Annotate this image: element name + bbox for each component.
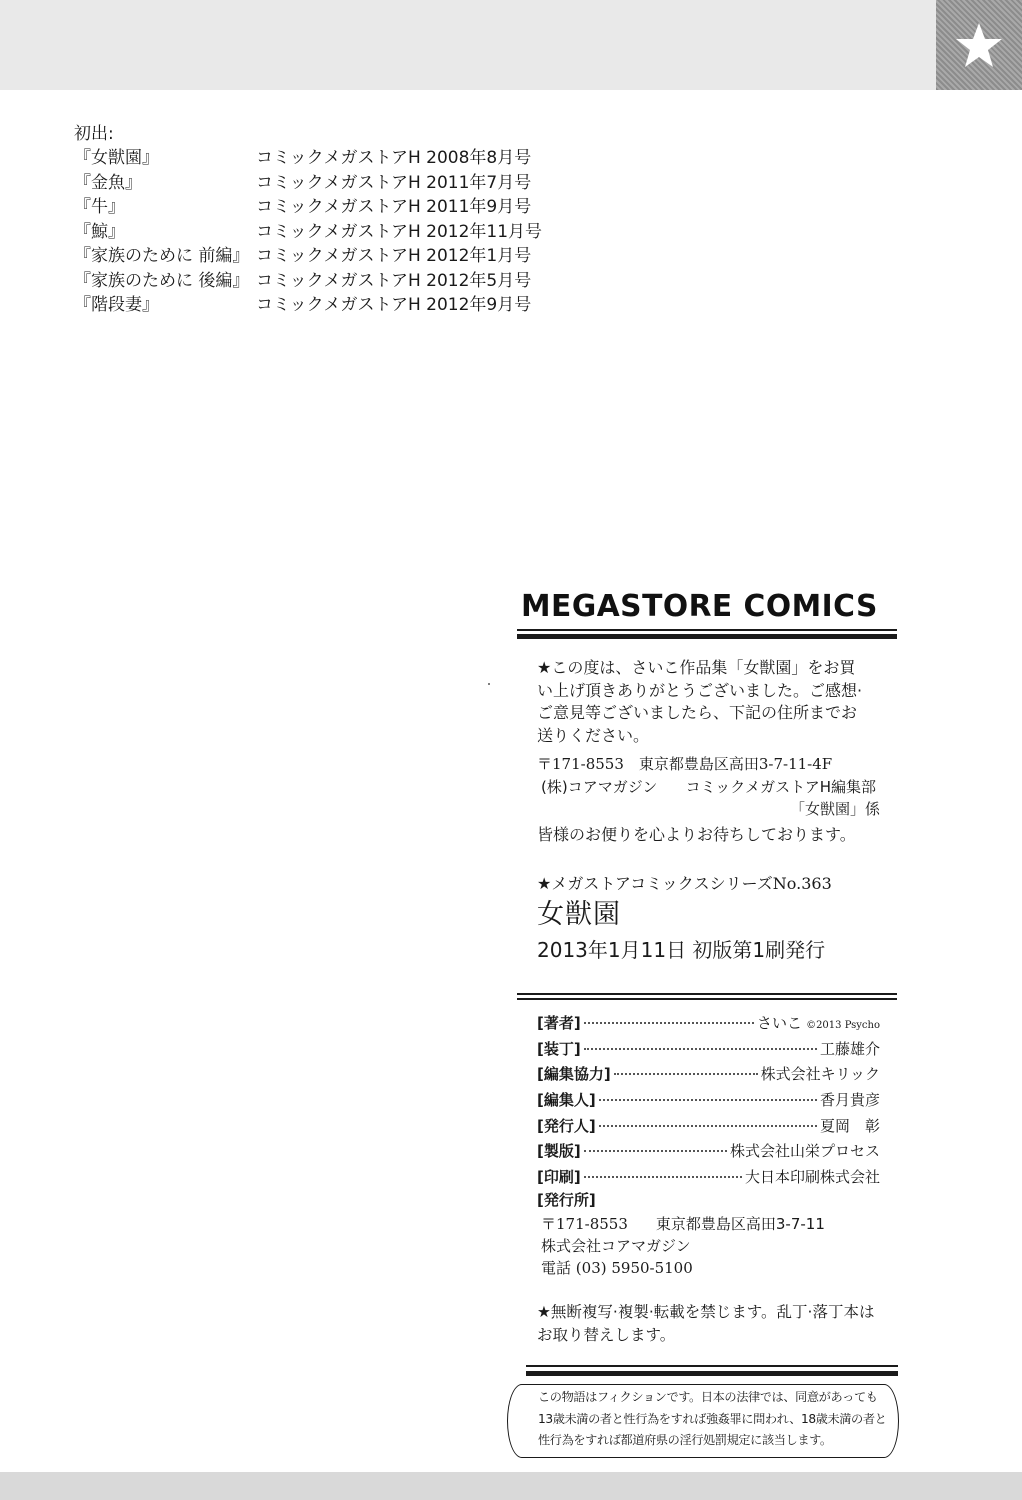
leader-dots [599, 1124, 817, 1127]
thanks-message: ★この度は、さいこ作品集「女獣園」をお買い上げ頂きありがとうございました。ご感想·ご意見等ございましたら、下記の住所までお送りください。 [537, 658, 863, 745]
credits-list [537, 1011, 880, 1191]
credit-role: [編集人] [537, 1091, 596, 1110]
story-source: コミックメガストアH 2008年8月号 [256, 148, 532, 168]
leader-dots [584, 1175, 742, 1178]
first-appearance-row [74, 171, 542, 196]
credit-name: 株式会社山栄プロセス [729, 1142, 880, 1161]
story-source: コミックメガストアH 2011年7月号 [256, 172, 532, 193]
credit-row [537, 1011, 880, 1037]
credit-name: 香月貴彦 [819, 1091, 880, 1110]
leader-dots [584, 1149, 727, 1152]
first-appearance-row [74, 146, 542, 171]
credit-name: 夏岡 彰 [819, 1116, 880, 1135]
credit-row [537, 1088, 880, 1114]
series-name: ★メガストアコミックスシリーズ [537, 874, 773, 893]
credit-row [537, 1114, 880, 1140]
credit-row [537, 1139, 880, 1165]
first-appearance-row [74, 269, 542, 294]
story-title: 『鯨』 [74, 221, 125, 242]
reader-address-line3: 「女獣園」係 [790, 800, 881, 818]
story-title: 『牛』 [74, 197, 125, 217]
reader-address-line1: 〒171-8553 東京都豊島区高田3-7-11-4F [537, 755, 833, 773]
publisher-label: [発行所] [537, 1191, 596, 1209]
first-appearance-row [74, 244, 542, 269]
corner-tab [936, 0, 1022, 90]
copyright-mark: ©2013 Psycho [806, 1020, 880, 1031]
publisher-address: 東京都豊島区高田3-7-11 [655, 1215, 825, 1233]
credit-row [537, 1165, 880, 1191]
reader-address-dept: コミックメガストアH編集部 [685, 778, 876, 796]
fiction-notice: この物語はフィクションです。日本の法律では、同意があっても13歳未満の者と性行為をすれば強姦罪に問われ、18歳未満の者と性行為をすれば都道府県の淫行処罰規定に該当します。 [538, 1390, 887, 1447]
bottom-separator [526, 1365, 898, 1376]
first-appearance-list [74, 122, 542, 318]
story-source: コミックメガストアH 2012年9月号 [256, 295, 532, 315]
story-source: コミックメガストアH 2012年1月号 [256, 246, 532, 266]
leader-dots [614, 1072, 758, 1075]
credit-row [537, 1037, 880, 1063]
leader-dots [599, 1098, 817, 1101]
credit-role: [編集協力] [537, 1065, 611, 1084]
series-number: No.363 [772, 874, 832, 893]
series-label [537, 873, 832, 895]
story-title: 『金魚』 [74, 172, 142, 193]
story-title: 『家族のために 前編』 [74, 246, 250, 266]
story-title: 『女獣園』 [74, 148, 159, 168]
header-band [0, 0, 1022, 90]
credit-name: 株式会社キリック [760, 1065, 880, 1084]
credit-name: 工藤雄介 [819, 1039, 880, 1058]
print-speck [488, 683, 490, 685]
publisher-postal: 〒171-8553 [541, 1215, 628, 1233]
first-appearance-row [74, 293, 542, 318]
story-title: 『家族のために 後編』 [74, 270, 250, 291]
copyright-notice: ★無断複写·複製·転載を禁じます。乱丁·落丁本はお取り替えします。 [537, 1303, 875, 1344]
release-date: 2013年1月11日 初版第1刷発行 [537, 938, 826, 962]
story-title: 『階段妻』 [74, 295, 159, 315]
star-icon [954, 20, 1004, 70]
separator [517, 993, 897, 1001]
publisher-info [541, 1213, 825, 1279]
credit-role: [製版] [537, 1142, 581, 1161]
credit-role: [装丁] [537, 1039, 581, 1058]
await-message: 皆様のお便りを心よりお待ちしております。 [537, 825, 856, 844]
story-source: コミックメガストアH 2012年11月号 [256, 221, 543, 242]
credit-role: [著者] [537, 1014, 581, 1032]
book-title: 女獣園 [537, 899, 621, 930]
leader-dots [584, 1021, 754, 1024]
first-appearance-row [74, 220, 542, 245]
story-source: コミックメガストアH 2012年5月号 [256, 270, 532, 291]
first-appearance-heading: 初出: [74, 124, 114, 144]
credit-role: [発行人] [537, 1116, 596, 1135]
leader-dots [584, 1047, 817, 1050]
reader-address-company: (株)コアマガジン [541, 778, 658, 796]
publisher-phone: (03) 5950-5100 [575, 1259, 693, 1277]
reader-address-line2 [541, 776, 876, 798]
publisher-company: 株式会社コアマガジン [541, 1237, 691, 1255]
megastore-comics-logo: MEGASTORE COMICS [521, 589, 878, 624]
footer-band [0, 1472, 1022, 1500]
credit-row [537, 1062, 880, 1088]
credit-name: 大日本印刷株式会社 [744, 1168, 880, 1187]
publisher-phone-label: 電話 [541, 1259, 572, 1277]
credit-role: [印刷] [537, 1168, 581, 1187]
story-source: コミックメガストアH 2011年9月号 [256, 197, 532, 217]
credit-name: さいこ [757, 1014, 803, 1032]
logo-rule [517, 629, 897, 643]
first-appearance-row [74, 195, 542, 220]
